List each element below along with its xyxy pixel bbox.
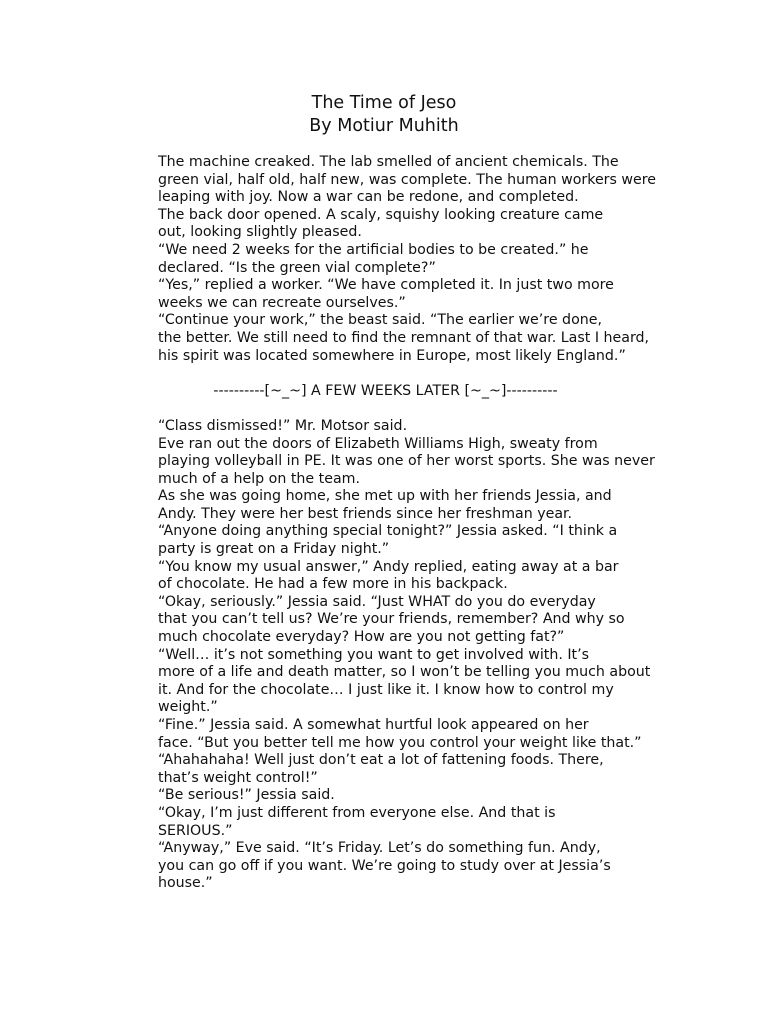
document-title: The Time of Jeso bbox=[311, 93, 457, 113]
paragraph bbox=[113, 277, 658, 312]
text-line: Andy. They were her best friends since her freshman year. bbox=[158, 505, 573, 522]
text-line: “Well… it’s not something you want to get involved with. It’s bbox=[158, 646, 589, 663]
paragraph bbox=[113, 752, 658, 787]
document-byline: By Motiur Muhith bbox=[309, 116, 459, 136]
paragraph bbox=[113, 418, 658, 436]
text-line: “Class dismissed!” Mr. Motsor said. bbox=[158, 417, 408, 434]
text-line: declared. “Is the green vial complete?” bbox=[158, 259, 436, 276]
text-line: party is great on a Friday night.” bbox=[158, 541, 390, 558]
text-line: weeks we can recreate ourselves.” bbox=[158, 294, 406, 311]
paragraph bbox=[113, 559, 658, 594]
paragraph bbox=[113, 436, 658, 489]
text-line: The back door opened. A scaly, squishy looking creature came bbox=[158, 206, 604, 223]
paragraph bbox=[113, 805, 658, 840]
text-line: his spirit was located somewhere in Europe, most likely England.” bbox=[158, 347, 626, 364]
paragraph bbox=[113, 717, 658, 752]
document-body bbox=[113, 154, 658, 893]
text-line: Eve ran out the doors of Elizabeth Williams High, sweaty from bbox=[158, 435, 598, 452]
paragraph bbox=[113, 523, 658, 558]
text-line: the better. We still need to find the remnant of that war. Last I heard, bbox=[158, 329, 650, 346]
text-line: of chocolate. He had a few more in his backpack. bbox=[158, 576, 508, 593]
text-line: “We need 2 weeks for the artificial bodies to be created.” he bbox=[158, 241, 589, 258]
text-line: “Yes,” replied a worker. “We have completed it. In just two more bbox=[158, 277, 614, 294]
paragraph bbox=[113, 242, 658, 277]
paragraph bbox=[113, 647, 658, 717]
title-block bbox=[0, 92, 768, 138]
text-line: that’s weight control!” bbox=[158, 769, 318, 786]
text-line: green vial, half old, half new, was complete. The human workers were bbox=[158, 171, 656, 188]
text-line: playing volleyball in PE. It was one of her worst sports. She was never bbox=[158, 453, 655, 470]
text-line: out, looking slightly pleased. bbox=[158, 224, 362, 241]
text-line: “Anyone doing anything special tonight?” Jessia asked. “I think a bbox=[158, 523, 618, 540]
text-line: leaping with joy. Now a war can be redone, and completed. bbox=[158, 189, 579, 206]
text-line: weight.” bbox=[158, 699, 218, 716]
text-line: “Be serious!” Jessia said. bbox=[158, 787, 335, 804]
text-line: much of a help on the team. bbox=[158, 470, 360, 487]
text-line: you can go off if you want. We’re going to study over at Jessia’s bbox=[158, 857, 611, 874]
paragraph bbox=[113, 787, 658, 805]
story-section-school bbox=[113, 418, 658, 893]
paragraph bbox=[113, 488, 658, 523]
scene-separator: ----------[~_~] A FEW WEEKS LATER [~_~]---------- bbox=[213, 382, 558, 399]
paragraph bbox=[113, 207, 658, 242]
text-line: The machine creaked. The lab smelled of ancient chemicals. The bbox=[158, 154, 619, 170]
text-line: “Okay, seriously.” Jessia said. “Just WHAT do you do everyday bbox=[158, 593, 596, 610]
text-line: SERIOUS.” bbox=[158, 822, 233, 839]
paragraph bbox=[113, 594, 658, 647]
text-line: that you can’t tell us? We’re your friends, remember? And why so bbox=[158, 611, 625, 628]
story-section-lab bbox=[113, 154, 658, 365]
text-line: house.” bbox=[158, 875, 213, 892]
text-line: “Fine.” Jessia said. A somewhat hurtful look appeared on her bbox=[158, 717, 589, 733]
text-line: it. And for the chocolate… I just like it. I know how to control my bbox=[158, 681, 614, 698]
text-line: much chocolate everyday? How are you not getting fat?” bbox=[158, 629, 565, 646]
text-line: “Anyway,” Eve said. “It’s Friday. Let’s do something fun. Andy, bbox=[158, 840, 601, 857]
text-line: As she was going home, she met up with her friends Jessia, and bbox=[158, 488, 612, 505]
text-line: more of a life and death matter, so I won’t be telling you much about bbox=[158, 664, 651, 681]
text-line: “Continue your work,” the beast said. “The earlier we’re done, bbox=[158, 312, 602, 329]
text-line: “Okay, I’m just different from everyone else. And that is bbox=[158, 804, 556, 821]
text-line: face. “But you better tell me how you control your weight like that.” bbox=[158, 734, 642, 751]
paragraph bbox=[113, 312, 658, 365]
text-line: “Ahahahaha! Well just don’t eat a lot of fattening foods. There, bbox=[158, 752, 604, 769]
paragraph bbox=[113, 154, 658, 207]
text-line: “You know my usual answer,” Andy replied, eating away at a bar bbox=[158, 558, 619, 575]
paragraph bbox=[113, 840, 658, 893]
